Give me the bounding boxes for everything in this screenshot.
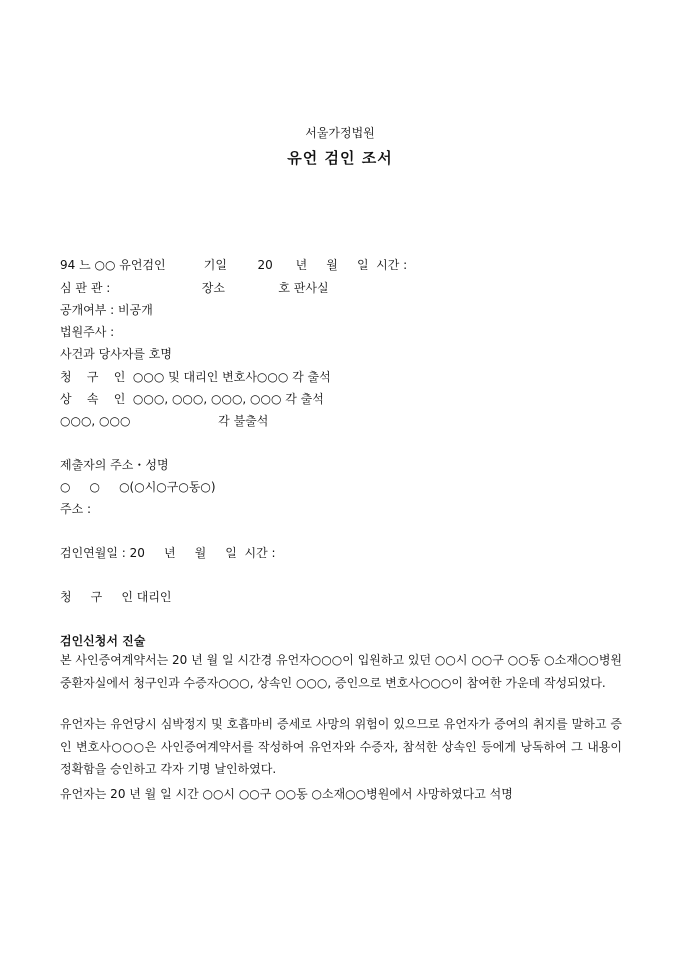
public-status-line: 공개여부 : 비공개 (60, 303, 153, 317)
statement-paragraph-3: 유언자는 20 년 월 일 시간 ○○시 ○○구 ○○동 ○소재○○병원에서 사망하였다고 석명 (60, 787, 513, 801)
statement-heading: 검인신청서 진술 (60, 634, 146, 648)
submitter-name-line: ○ ○ ○(○시○구○동○) (60, 480, 216, 494)
judge-line: 심 판 관 : 장소 호 판사실 (60, 281, 329, 295)
heir-line: 상 속 인 ○○○, ○○○, ○○○, ○○○ 각 출석 (60, 392, 324, 406)
submitter-address-line: 주소 : (60, 502, 92, 516)
exam-date-line: 검인연월일 : 20 년 월 일 시간 : (60, 546, 276, 560)
heir-line-2: ○○○, ○○○ 각 불출석 (60, 414, 269, 428)
court-name: 서울가정법원 (305, 126, 375, 140)
parties-title: 사건과 당사자를 호명 (60, 347, 172, 361)
statement-paragraph-1: 본 사인증여계약서는 20 년 월 일 시간경 유언자○○○이 입원하고 있던 ○○시 ○○구 ○○동 ○소재○○병원 중환자실에서 청구인과 수증자○○○, 상속인 ○○○, 증인으로 변호사○○○이 참여한 가운데 작성되었다. (60, 653, 622, 690)
document-title: 유언 검인 조서 (287, 149, 393, 167)
petitioner-agent-line: 청 구 인 대리인 (60, 590, 172, 604)
clerk-line: 법원주사 : (60, 325, 115, 339)
case-number-line: 94 느 ○○ 유언검인 기일 20 년 월 일 시간 : (60, 258, 408, 272)
petitioner-line: 청 구 인 ○○○ 및 대리인 변호사○○○ 각 출석 (60, 370, 331, 384)
submitter-title: 제출자의 주소・성명 (60, 458, 169, 472)
statement-paragraph-2: 유언자는 유언당시 심박정지 및 호흡마비 증세로 사망의 위험이 있으므로 유언자가 증여의 취지를 말하고 증인 변호사○○○은 사인증여계약서를 작성하여 유언자와 수증자, 참석한 상속인 등에게 낭독하여 그 내용이 정확함을 승인하고 각자 기명 날인하였다. (60, 717, 622, 776)
